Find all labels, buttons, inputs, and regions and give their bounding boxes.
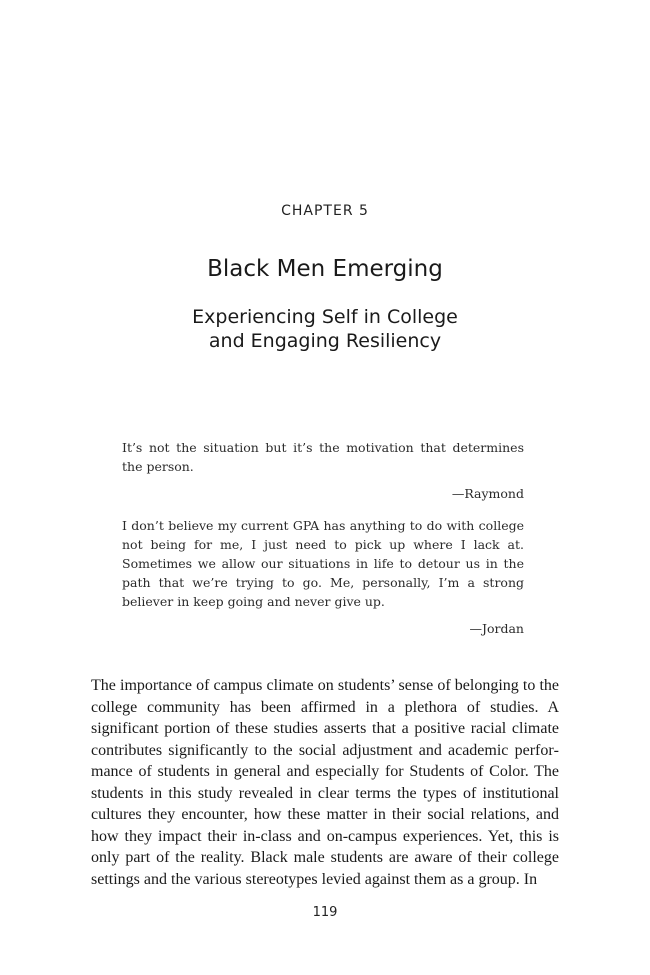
epigraph bbox=[122, 438, 524, 503]
epigraph bbox=[122, 516, 524, 638]
epigraph-attribution: —Jordan bbox=[469, 621, 524, 636]
body-paragraph: The importance of campus climate on students’ sense of belonging to the college community has been affirmed in a plethora of studies. A significant portion of these studies asserts that a positive racial climate contributes significantly to the social adjustment and academic performance of students in general and especially for Students of Color. The students in this study revealed in clear terms the types of institutional cultures they encounter, how these matter in their social relations, and how they impact their in-class and on-campus experiences. Yet, this is only part of the reality. Black male students are aware of their college settings and the various stereotypes levied against them as a group. In bbox=[91, 677, 559, 888]
chapter-subtitle-line-2: and Engaging Resiliency bbox=[208, 330, 442, 352]
chapter-subtitle bbox=[0, 305, 650, 353]
chapter-title: Black Men Emerging bbox=[207, 256, 443, 282]
epigraph-jordan bbox=[122, 516, 524, 638]
chapter-label: CHAPTER 5 bbox=[281, 203, 369, 219]
epigraph-attribution: —Raymond bbox=[451, 486, 524, 501]
chapter-subtitle-line-1: Experiencing Self in College bbox=[192, 306, 458, 328]
epigraph-quote: It’s not the situation but it’s the motivation that determines the person. bbox=[122, 440, 524, 474]
page-number: 119 bbox=[312, 905, 338, 920]
epigraph-raymond bbox=[122, 438, 524, 503]
epigraph-quote: I don’t believe my current GPA has anything to do with college not being for me, I just need to pick up where I lack at. Sometimes we allow our situations in life to detour us in the path that we’re trying to go. Me, personally, I’m a strong believer in keep going and never give up. bbox=[122, 518, 524, 609]
